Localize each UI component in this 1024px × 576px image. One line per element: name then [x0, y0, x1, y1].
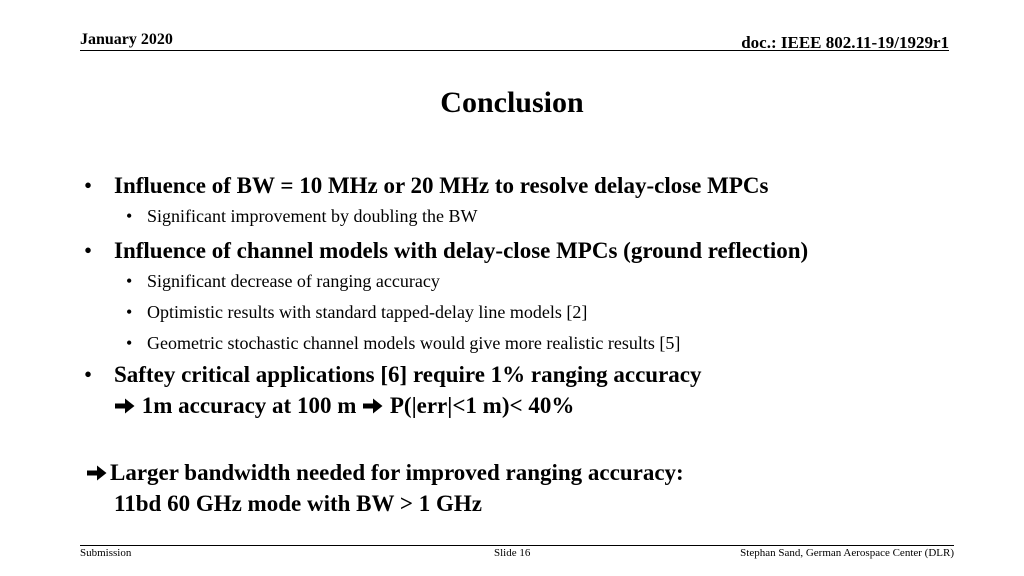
bullet-icon: •	[126, 206, 133, 226]
header-divider	[80, 50, 949, 51]
bullet-2-sub-3-text: Geometric stochastic channel models would give more realistic results [5]	[147, 333, 681, 353]
slide-content	[84, 170, 964, 421]
bullet-3-line-2	[84, 390, 964, 421]
bullet-2-sub-3	[84, 328, 964, 359]
bullet-icon: •	[126, 271, 133, 291]
bullet-2-sub-2-text: Optimistic results with standard tapped-delay line models [2]	[147, 302, 588, 322]
bullet-2-sub-1-text: Significant decrease of ranging accuracy	[147, 271, 440, 291]
slide-title: Conclusion	[440, 86, 584, 119]
conclusion-block	[84, 457, 684, 519]
conclusion-line-1	[84, 457, 684, 488]
bullet-3-text: Saftey critical applications [6] require 1% ranging accuracy	[114, 362, 702, 387]
footer-slide-number: Slide 16	[494, 547, 531, 559]
bullet-icon: •	[126, 302, 133, 322]
bullet-2-sub-1	[84, 266, 964, 297]
bullet-3	[84, 359, 964, 390]
header-doc-id: doc.: IEEE 802.11-19/1929r1	[741, 33, 949, 52]
conclusion-line-1-text: Larger bandwidth needed for improved ranging accuracy:	[110, 460, 684, 485]
bullet-2-sub-2	[84, 297, 964, 328]
bullet-1	[84, 170, 964, 201]
arrow-right-icon	[114, 397, 136, 415]
conclusion-line-2: 11bd 60 GHz mode with BW > 1 GHz	[114, 491, 482, 516]
bullet-2-text: Influence of channel models with delay-close MPCs (ground reflection)	[114, 238, 809, 263]
bullet-1-text: Influence of BW = 10 MHz or 20 MHz to resolve delay-close MPCs	[114, 173, 769, 198]
bullet-1-sub-1-text: Significant improvement by doubling the BW	[147, 206, 478, 226]
bullet-1-sub-1	[84, 201, 964, 232]
arrow-right-icon	[84, 464, 110, 482]
footer-divider	[80, 545, 954, 546]
bullet-3-probability: P(|err|<1 m)< 40%	[389, 393, 575, 418]
bullet-3-accuracy: 1m accuracy at 100 m	[141, 393, 357, 418]
bullet-icon: •	[126, 333, 133, 353]
header-date: January 2020	[80, 31, 173, 48]
bullet-icon: •	[84, 362, 93, 387]
arrow-right-icon	[362, 397, 384, 415]
bullet-icon: •	[84, 238, 93, 263]
footer-submission: Submission	[80, 547, 132, 559]
bullet-2	[84, 235, 964, 266]
footer-author: Stephan Sand, German Aerospace Center (DLR)	[740, 547, 954, 559]
bullet-icon: •	[84, 173, 93, 198]
